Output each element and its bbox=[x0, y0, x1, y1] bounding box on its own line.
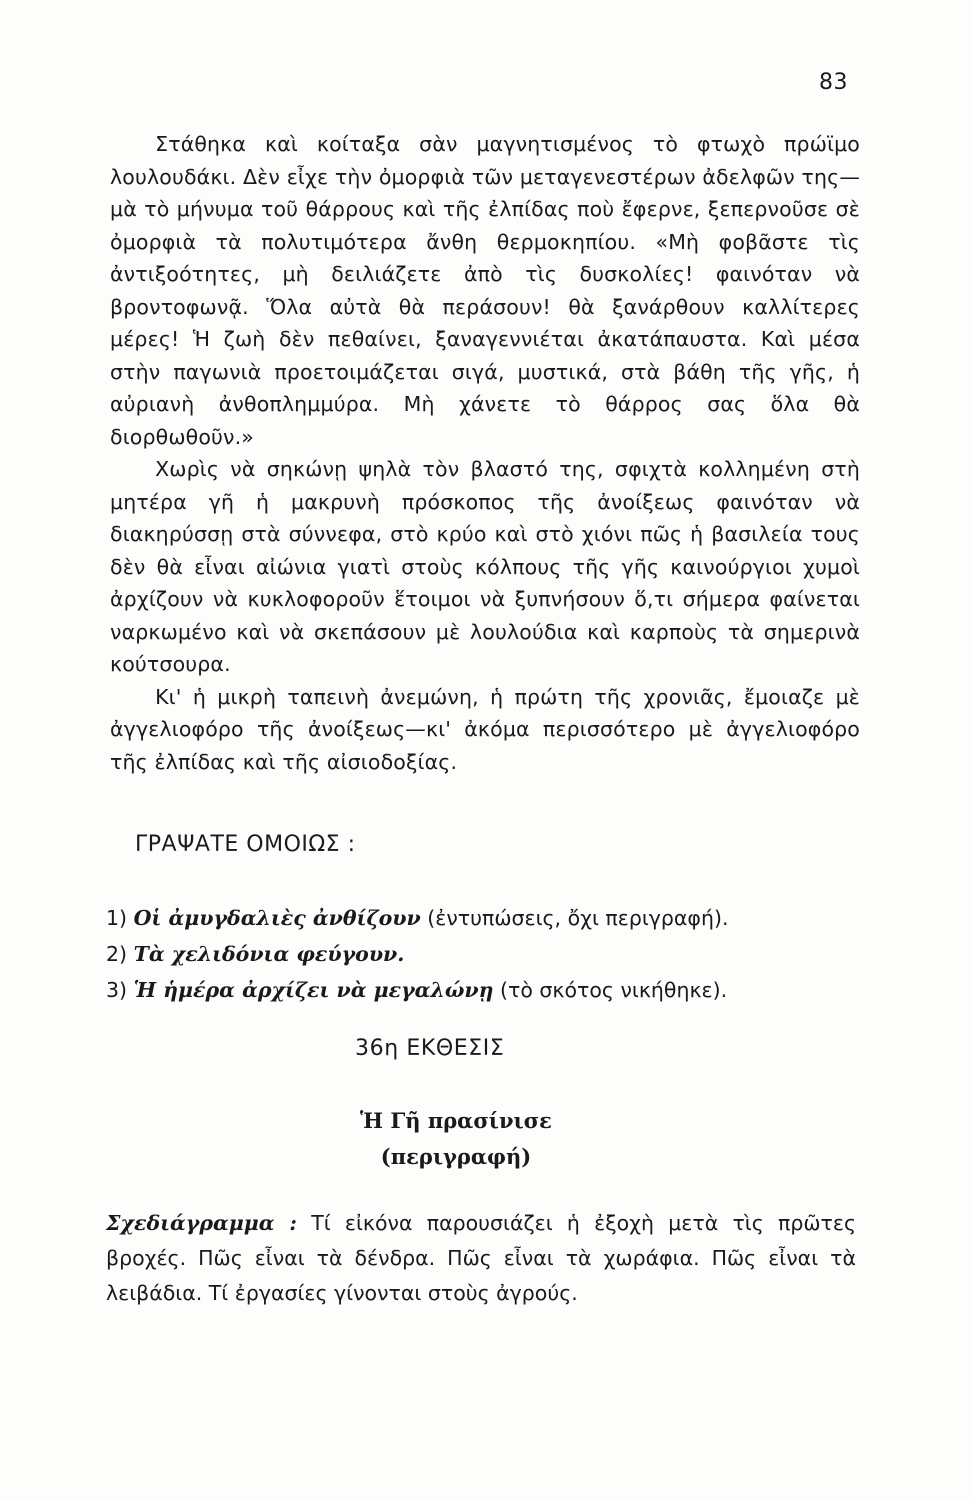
body-text bbox=[110, 128, 860, 778]
exercise-title: Ἡ ἡμέρα ἀρχίζει νὰ μεγαλώνῃ bbox=[133, 978, 494, 1002]
exercise-number: 1) bbox=[106, 906, 128, 930]
outline-label: Σχεδιάγραμμα : bbox=[106, 1211, 297, 1235]
exercise-note: (τὸ σκότος νικήθηκε). bbox=[500, 978, 728, 1002]
exercise-note: (ἐντυπώσεις, ὄχι περιγραφή). bbox=[427, 906, 729, 930]
section-title-block bbox=[0, 1103, 972, 1175]
paragraph-2: Χωρὶς νὰ σηκώνῃ ψηλὰ τὸν βλαστό της, σφιχτὰ κολλημένη στὴ μητέρα γῆ ἡ μακρυνὴ πρόσκοπος τῆς ἀνοίξεως φαινόταν νὰ διακηρύσσῃ στὰ σύννεφα, στὸ κρύο καὶ στὸ χιόνι πῶς ἡ βασιλεία τους δὲν θὰ εἶναι αἰώνια γιατὶ στοὺς κόλπους τῆς γῆς καινούργιοι χυμοὶ ἀρχίζουν νὰ κυκλοφοροῦν ἕτοιμοι νὰ ξυπνήσουν ὅ,τι σήμερα φαίνεται ναρκωμένο καὶ νὰ σκεπάσουν μὲ λουλούδια καὶ καρποὺς τὰ σημερινὰ κούτσουρα. bbox=[110, 457, 860, 676]
exercise-list bbox=[106, 900, 728, 1008]
exercises-heading: ΓΡΑΨΑΤΕ ΟΜΟΙΩΣ : bbox=[135, 832, 356, 857]
exercise-item-2 bbox=[106, 936, 728, 972]
page-number: 83 bbox=[819, 70, 848, 95]
paragraph-3: Κι' ἡ μικρὴ ταπεινὴ ἀνεμώνη, ἡ πρώτη τῆς χρονιᾶς, ἔμοιαζε μὲ ἀγγελιοφόρο τῆς ἀνοίξεως—κι' ἀκόμα περισσότερο μὲ ἀγγελιοφόρο τῆς ἐλπίδας καὶ τῆς αἰσιοδοξίας. bbox=[110, 684, 860, 774]
section-subtitle: (περιγραφή) bbox=[380, 1144, 532, 1169]
exercise-title: Τὰ χελιδόνια φεύγουν. bbox=[133, 942, 405, 966]
section-title: Ἡ Γῆ πρασίνισε bbox=[360, 1108, 552, 1133]
exercise-number: 3) bbox=[106, 978, 128, 1002]
outline-text: Τί εἰκόνα παρουσιάζει ἡ ἐξοχὴ μετὰ τὶς πρῶτες βροχές. Πῶς εἶναι τὰ δένδρα. Πῶς εἶναι τὰ χωράφια. Πῶς εἶναι τὰ λειβάδια. Τί ἐργασίες γίνονται στοὺς ἀγρούς. bbox=[106, 1211, 856, 1305]
outline-block bbox=[106, 1206, 856, 1311]
exercise-item-1 bbox=[106, 900, 728, 936]
exercise-title: Οἱ ἀμυγδαλιὲς ἀνθίζουν bbox=[133, 906, 421, 930]
section-number: 36η ΕΚΘΕΣΙΣ bbox=[355, 1036, 505, 1061]
paragraph-1: Στάθηκα καὶ κοίταξα σὰν μαγνητισμένος τὸ φτωχὸ πρώϊμο λουλουδάκι. Δὲν εἶχε τὴν ὀμορφιὰ τῶν μεταγενεστέρων ἀδελφῶν της—μὰ τὸ μήνυμα τοῦ θάρρους καὶ τῆς ἐλπίδας ποὺ ἔφερνε, ξεπερνοῦσε σὲ ὀμορφιὰ τὰ πολυτιμότερα ἄνθη θερμοκηπίου. «Μὴ φοβᾶστε τὶς ἀντιξοότητες, μὴ δειλιάζετε ἀπὸ τὶς δυσκολίες! φαινόταν νὰ βροντοφωνᾷ. Ὅλα αὐτὰ θὰ περάσουν! θὰ ξανάρθουν καλλίτερες μέρες! Ἡ ζωὴ δὲν πεθαίνει, ξαναγεννιέται ἀκατάπαυστα. Καὶ μέσα στὴν παγωνιὰ προετοιμάζεται σιγά, μυστικά, στὰ βάθη τῆς γῆς, ἡ αὐριανὴ ἀνθοπλημμύρα. Μὴ χάνετε τὸ θάρρος σας ὅλα θὰ διορθωθοῦν.» bbox=[110, 132, 860, 449]
exercise-item-3 bbox=[106, 972, 728, 1008]
exercise-number: 2) bbox=[106, 942, 128, 966]
